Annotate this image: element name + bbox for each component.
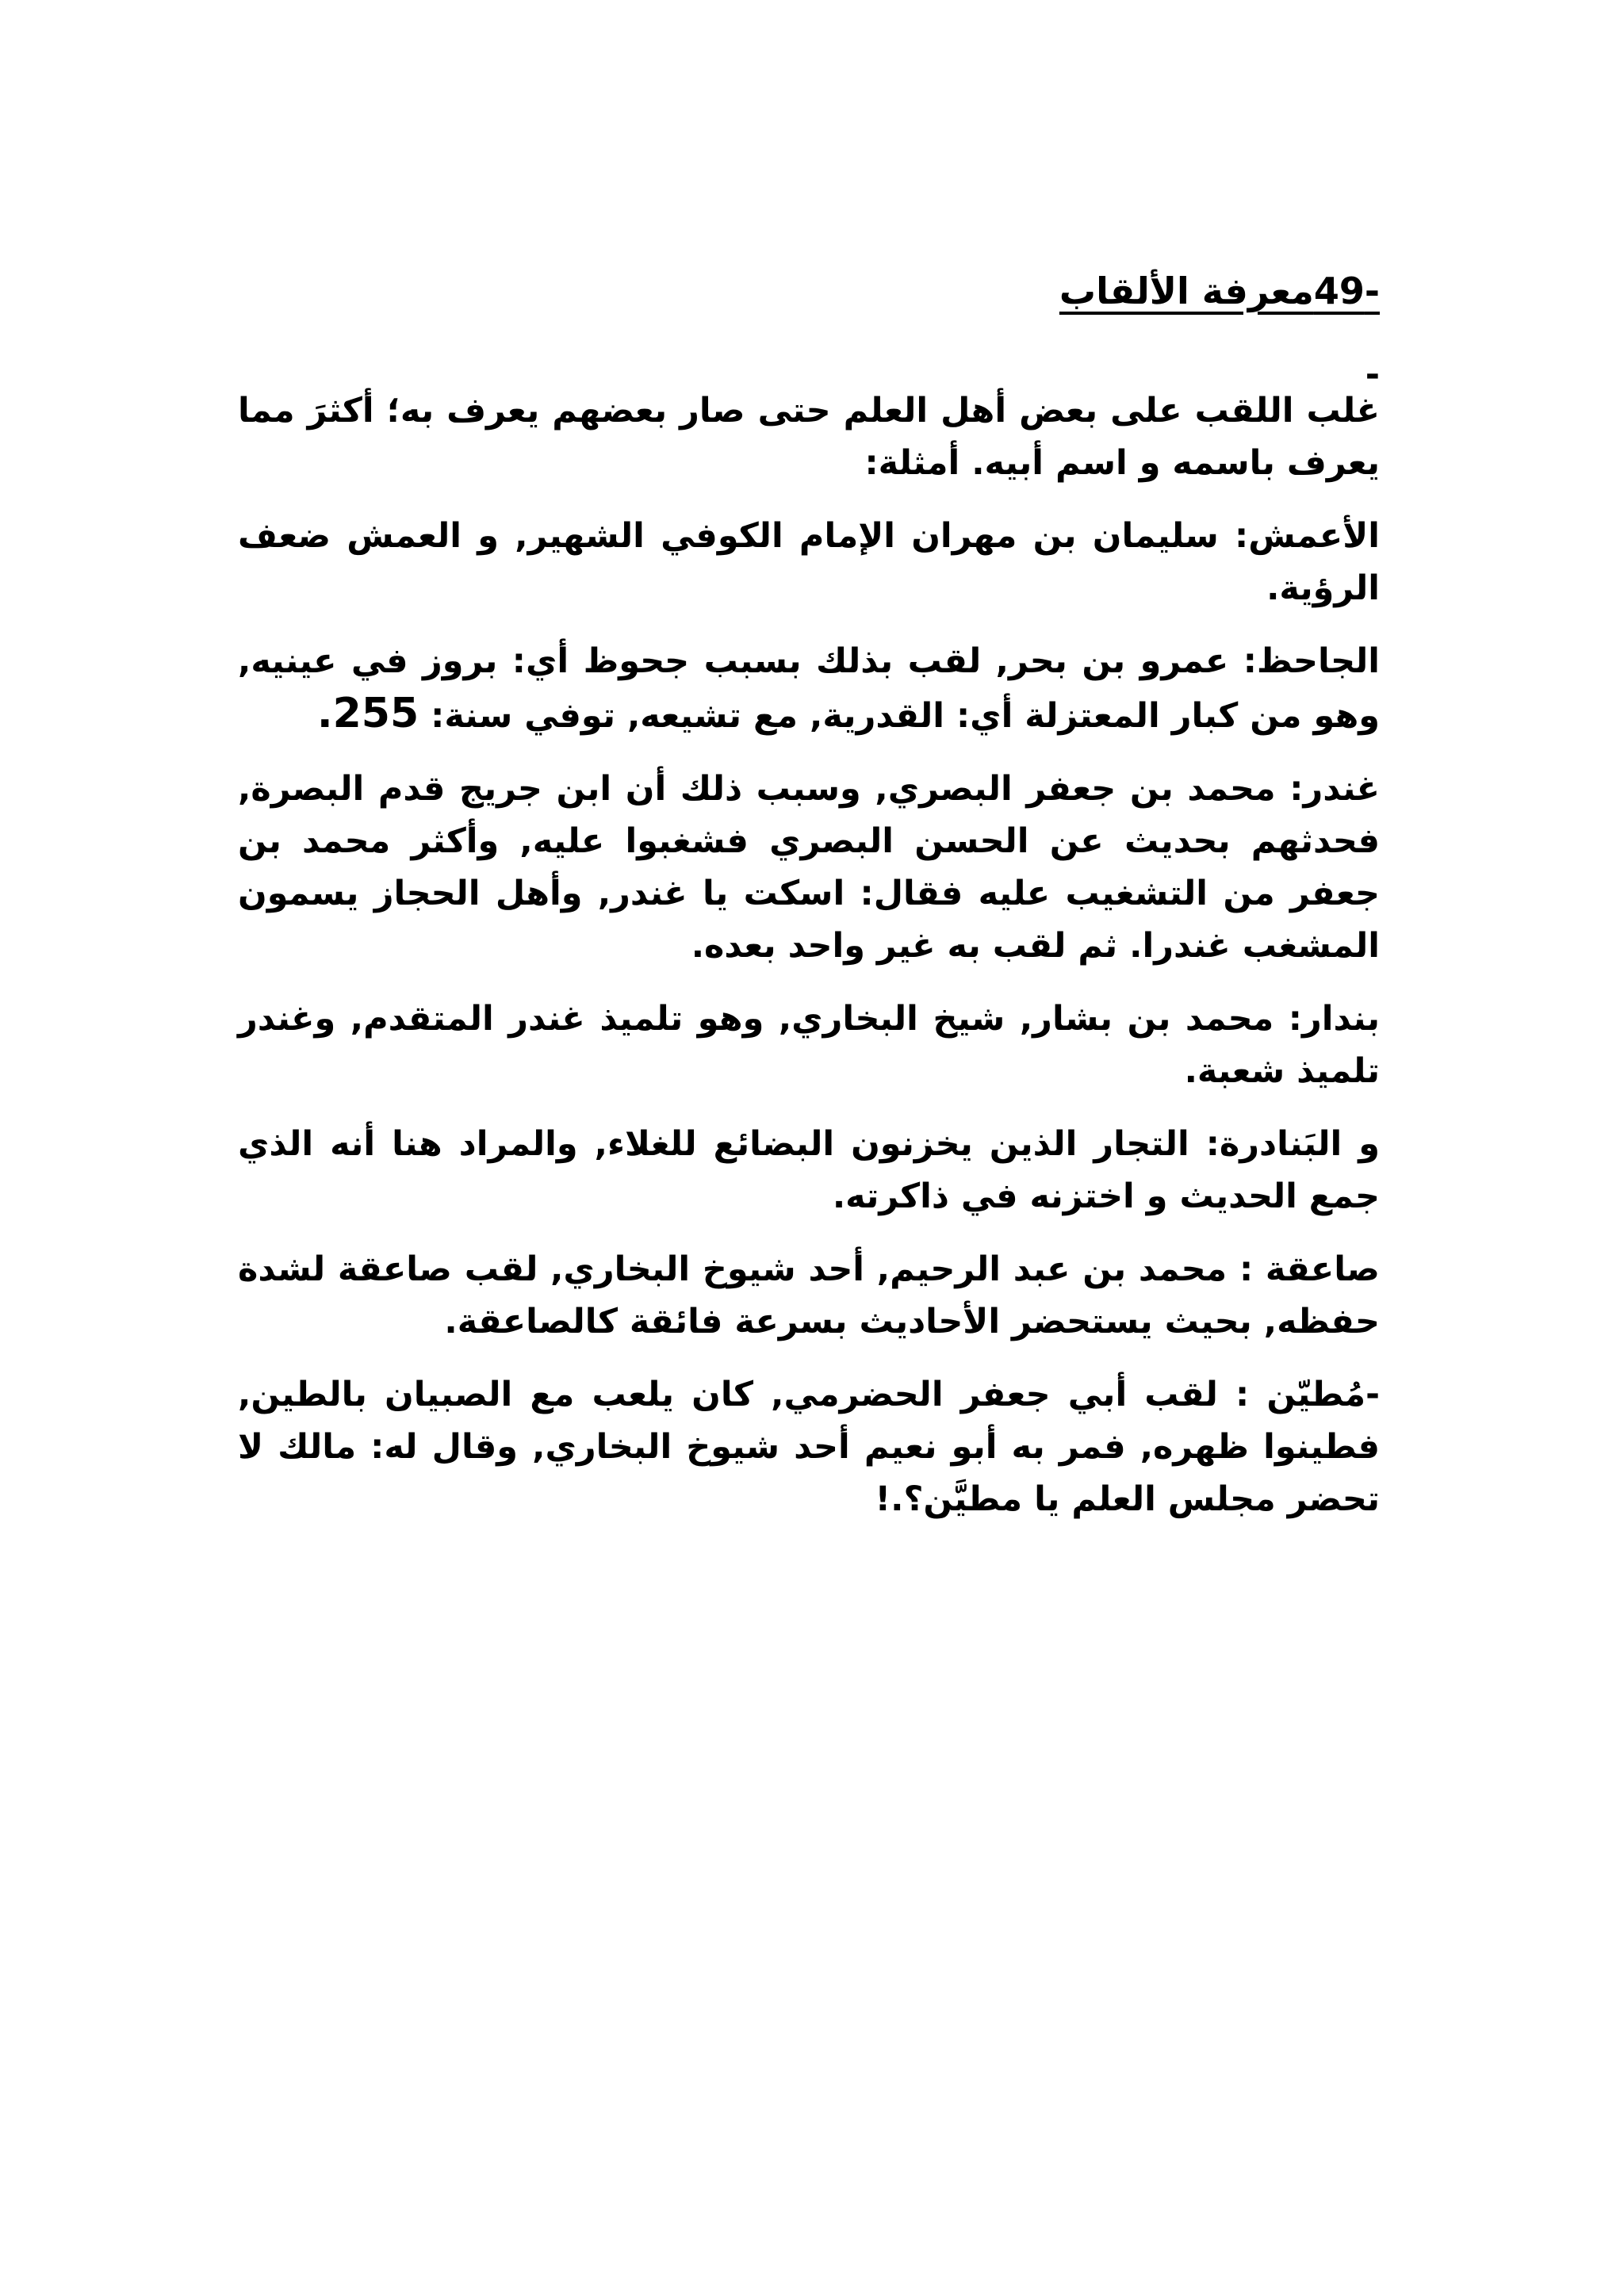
dash-marker: -: [1365, 354, 1380, 396]
document-content: [238, 270, 1380, 1546]
paragraph-banadira: و البَنادرة: التجار الذين يخزنون البضائع للغلاء, والمراد هنا أنه الذي جمع الحديث و اختزنه في ذاكرته.: [238, 1124, 1380, 1217]
section-title: -49معرفة الألقاب: [1059, 270, 1380, 312]
jahiz-death-year: 255.: [316, 690, 419, 738]
paragraph-bundar: بندار: محمد بن بشار, شيخ البخاري, وهو تلميذ غندر المتقدم, وغندر تلميذ شعبة.: [238, 999, 1380, 1092]
paragraph-saiqa: صاعقة : محمد بن عبد الرحيم, أحد شيوخ البخاري, لقب صاعقة لشدة حفظه, بحيث يستحضر الأحاديث بسرعة فائقة كالصاعقة.: [238, 1249, 1380, 1342]
paragraph-intro: غلب اللقب على بعض أهل العلم حتى صار بعضهم يعرف به؛ أكثرَ مما يعرف باسمه و اسم أبيه. أمثلة:: [238, 391, 1380, 484]
paragraph-mutayyan: -مُطيّن : لقب أبي جعفر الحضرمي, كان يلعب مع الصبيان بالطين, فطينوا ظهره, فمر به أبو نعيم أحد شيوخ البخاري, وقال له: مالك لا تحضر مجلس العلم يا مطيَّن؟.!: [238, 1375, 1380, 1520]
paragraph-amash: الأعمش: سليمان بن مهران الإمام الكوفي الشهير, و العمش ضعف الرؤية.: [238, 516, 1380, 609]
paragraph-jahiz-text: الجاحظ: عمرو بن بحر, لقب بذلك بسبب جحوظ أي: بروز في عينيه, وهو من كبار المعتزلة أي: القدرية, مع تشيعه, توفي سنة:: [238, 641, 1380, 737]
paragraph-ghundar: غندر: محمد بن جعفر البصري, وسبب ذلك أن ابن جريج قدم البصرة, فحدثهم بحديث عن الحسن البصري فشغبوا عليه, وأكثر محمد بن جعفر من التشغيب عليه فقال: اسكت يا غندر, وأهل الحجاز يسمون المشغب غندرا. ثم لقب به غير واحد بعده.: [238, 769, 1380, 966]
paragraph-jahiz: [238, 635, 1380, 742]
